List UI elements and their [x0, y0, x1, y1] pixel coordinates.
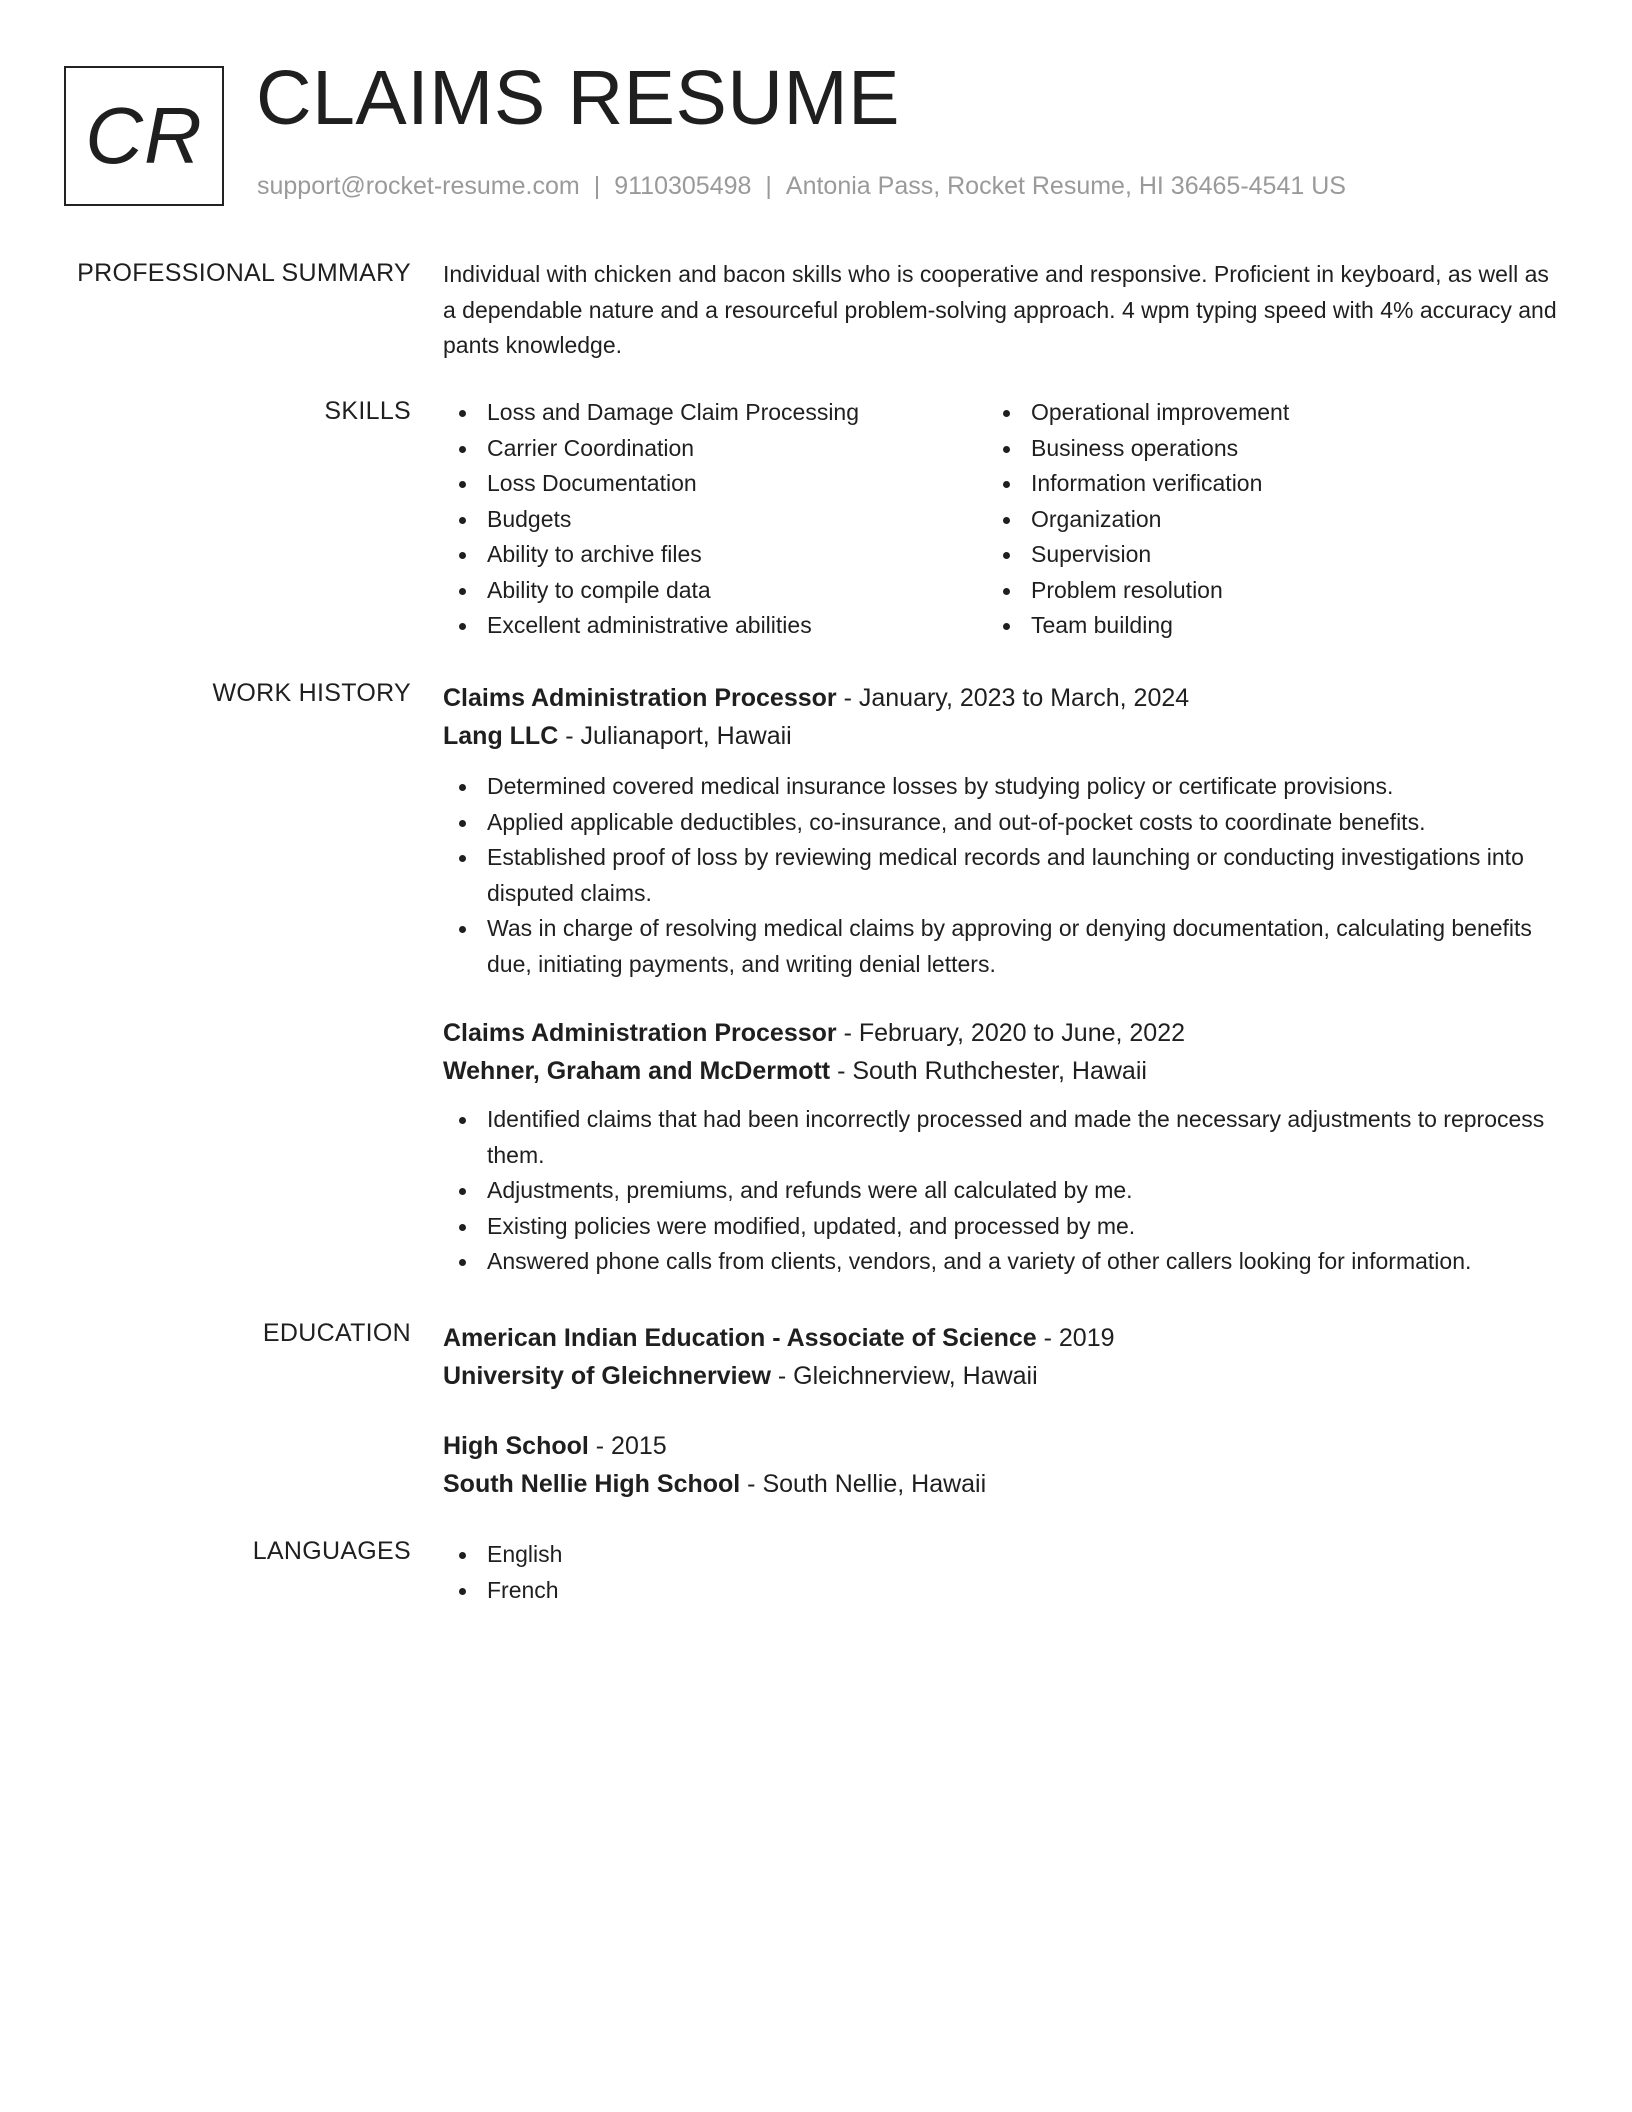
education-degree: High School [443, 1432, 589, 1460]
skills-left-list [443, 395, 987, 644]
work-history-body [443, 679, 1563, 1280]
job-title-line [443, 679, 1563, 717]
job-org-line [443, 1052, 1563, 1090]
contact-phone[interactable]: 9110305498 [614, 172, 752, 200]
contact-email[interactable]: support@rocket-resume.com [257, 172, 580, 200]
education-degree: American Indian Education - Associate of Science [443, 1324, 1037, 1352]
job-bullet: Applied applicable deductibles, co-insurance, and out-of-pocket costs to coordinate benefits. [443, 805, 1563, 841]
language-item: French [443, 1573, 1563, 1609]
education-entry [443, 1319, 1563, 1395]
job-bullet: Identified claims that had been incorrectly processed and made the necessary adjustments to reprocess them. [443, 1102, 1563, 1173]
job-bullet: Answered phone calls from clients, vendors, and a variety of other callers looking for information. [443, 1244, 1563, 1280]
job-location: - South Ruthchester, Hawaii [830, 1057, 1147, 1085]
education-location: - Gleichnerview, Hawaii [770, 1362, 1038, 1390]
job-bullets [443, 769, 1563, 982]
job-company: Wehner, Graham and McDermott [443, 1057, 831, 1085]
job-bullet: Existing policies were modified, updated, and processed by me. [443, 1209, 1563, 1245]
skill-item: Operational improvement [987, 395, 1531, 431]
education-degree-line [443, 1427, 1563, 1465]
summary-label: PROFESSIONAL SUMMARY [77, 259, 411, 287]
job-entry [443, 679, 1563, 982]
job-dates: - February, 2020 to June, 2022 [836, 1019, 1186, 1047]
education-school-line [443, 1465, 1563, 1503]
education-label: EDUCATION [262, 1319, 411, 1347]
job-dates: - January, 2023 to March, 2024 [836, 684, 1190, 712]
job-org-line [443, 717, 1563, 755]
skill-item: Loss Documentation [443, 466, 987, 502]
skill-item: Ability to compile data [443, 573, 987, 609]
job-title-line [443, 1014, 1563, 1052]
skills-right-list [987, 395, 1531, 644]
skill-item: Excellent administrative abilities [443, 608, 987, 644]
contact-line [257, 172, 1346, 201]
languages-label: LANGUAGES [252, 1537, 411, 1565]
skill-item: Budgets [443, 502, 987, 538]
languages-list [443, 1537, 1563, 1608]
skill-item: Problem resolution [987, 573, 1531, 609]
job-title: Claims Administration Processor [443, 684, 837, 712]
skills-body [443, 395, 1563, 644]
education-entry [443, 1427, 1563, 1503]
contact-separator: | [593, 172, 601, 200]
skill-item: Organization [987, 502, 1531, 538]
education-school: University of Gleichnerview [443, 1362, 771, 1390]
summary-text: Individual with chicken and bacon skills who is cooperative and responsive. Proficient in keyboard, as well as a dependable nature and a resourceful problem-solving approach. 4 wpm typing speed with 4% accuracy and pants knowledge. [443, 261, 1557, 358]
skill-item: Ability to archive files [443, 537, 987, 573]
education-year: - 2015 [588, 1432, 667, 1460]
skill-item: Carrier Coordination [443, 431, 987, 467]
job-bullet: Established proof of loss by reviewing medical records and launching or conducting investigations into disputed claims. [443, 840, 1563, 911]
job-bullet: Was in charge of resolving medical claims by approving or denying documentation, calculating benefits due, initiating payments, and writing denial letters. [443, 911, 1563, 982]
education-school-line [443, 1357, 1563, 1395]
page-title: CLAIMS RESUME [256, 55, 901, 141]
job-bullet: Adjustments, premiums, and refunds were all calculated by me. [443, 1173, 1563, 1209]
monogram-logo: CR [64, 66, 224, 206]
skill-item: Loss and Damage Claim Processing [443, 395, 987, 431]
job-location: - Julianaport, Hawaii [558, 722, 792, 750]
education-school: South Nellie High School [443, 1470, 741, 1498]
languages-body [443, 1537, 1563, 1608]
skill-item: Information verification [987, 466, 1531, 502]
job-title: Claims Administration Processor [443, 1019, 837, 1047]
contact-address: Antonia Pass, Rocket Resume, HI 36465-4541 US [785, 172, 1346, 200]
job-bullets [443, 1102, 1563, 1280]
job-entry [443, 1014, 1563, 1280]
education-location: - South Nellie, Hawaii [740, 1470, 987, 1498]
language-item: English [443, 1537, 1563, 1573]
skill-item: Business operations [987, 431, 1531, 467]
job-bullet: Determined covered medical insurance losses by studying policy or certificate provisions. [443, 769, 1563, 805]
education-degree-line [443, 1319, 1563, 1357]
skill-item: Supervision [987, 537, 1531, 573]
skills-label: SKILLS [324, 397, 411, 425]
skill-item: Team building [987, 608, 1531, 644]
education-body [443, 1319, 1563, 1503]
contact-separator: | [765, 172, 772, 200]
work-history-label: WORK HISTORY [212, 679, 411, 707]
education-year: - 2019 [1036, 1324, 1115, 1352]
job-company: Lang LLC [443, 722, 559, 750]
